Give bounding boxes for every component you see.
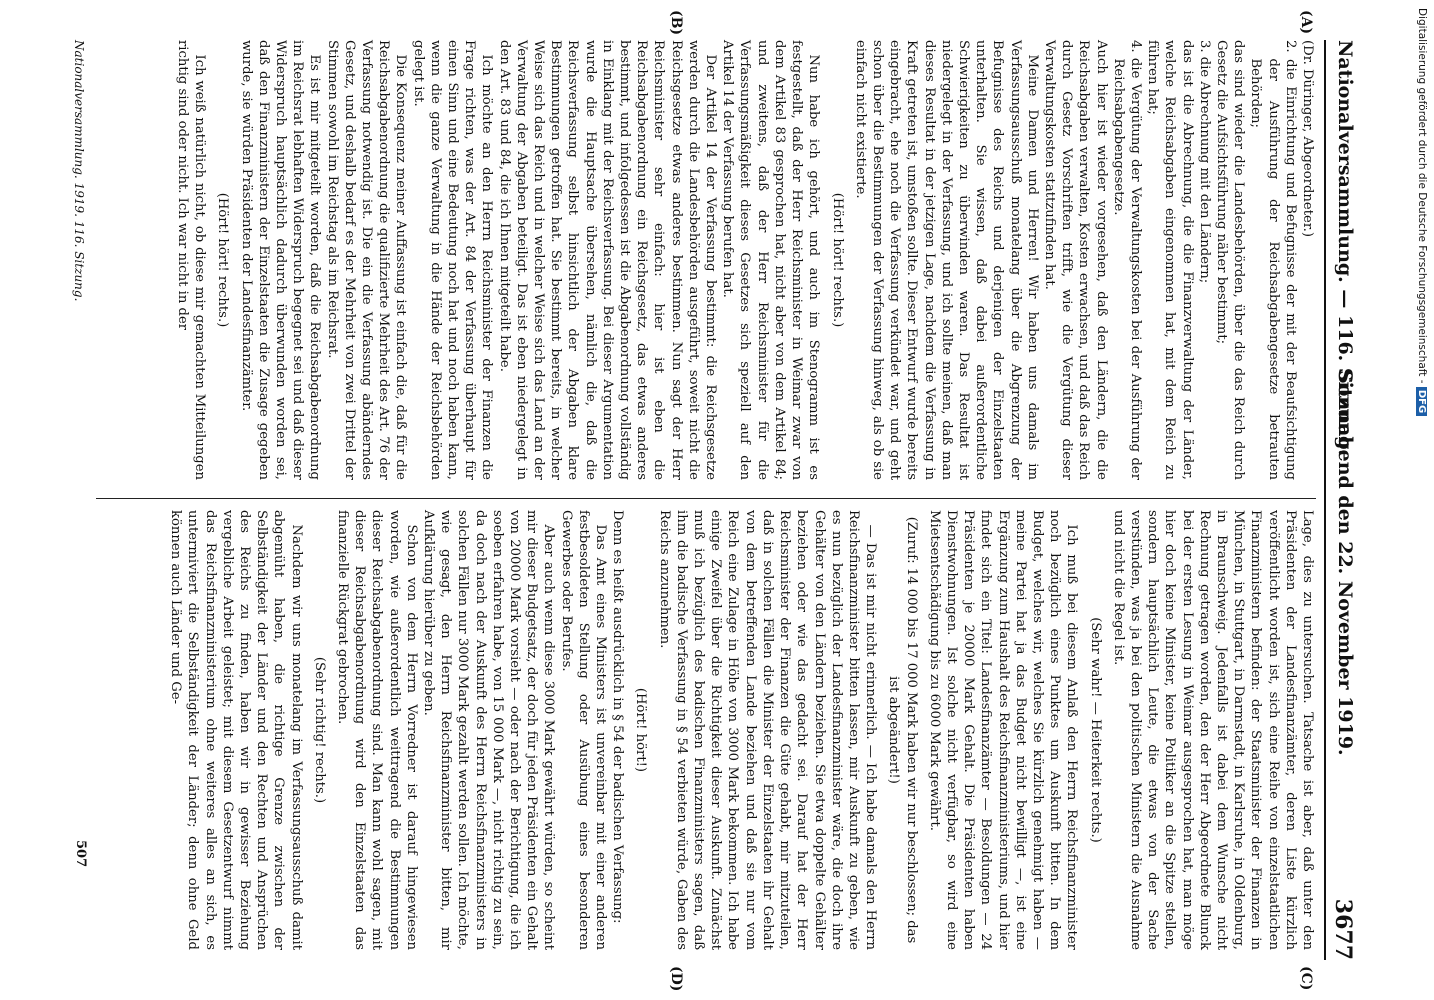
- paragraph: 3. die Abrechnung mit den Ländern;: [1196, 40, 1212, 284]
- footer-line: Nationalversammlung. 1919. 116. Sitzung.: [72, 40, 86, 302]
- interjection: (Sehr richtig! rechts.): [311, 656, 327, 804]
- paragraph: — Das ist mir nicht erinnerlich. — Ich habe damals den Herrn Reichsfinanzminister bitten lassen, mir Auskunft zu geben, wie es nun bezüglich der Landesfinanzminister wäre, die doch ihre Gehälter von den Ländern beziehen. Sie etwa doppelte Gehälter beziehen oder wie das gedacht sei. Darauf hat der Herr Reichsminister der Finanzen die Güte gehabt, mir mitzuteilen, daß in solchen Fällen die Minister der Einzelstaaten ihr Gehalt von dem betreffenden Lande beziehen und daß sie nur vom Reich eine Zulage in Höhe von 3000 Mark bekommen. Ich habe einige Zweifel über die Richtigkeit dieser Auskunft. Zunächst muß ich bezüglich des badischen Finanzministers sagen, daß ihm die badische Verfassung in § 54 verbieten würde, Gaben des Reichs anzunehmen.: [656, 510, 879, 950]
- paragraph: Auch hier ist wieder vorgesehen, daß den Ländern, die die Reichsabgaben verwalten, Kosten erwachsen, und daß das Reich durch Gesetz Vorschriften trifft, wie die Vergütung dieser Verwaltungskosten stattzufinden hat.: [1041, 40, 1109, 480]
- scanned-page: [40, 0, 1400, 1000]
- page-number: 3677: [1330, 898, 1356, 960]
- quotation: Das Amt eines Ministers ist unvereinbar mit einer anderen festbesoldeten Stellung oder Ausübung eines besonderen Gewerbes oder Berufes.: [558, 510, 609, 950]
- paragraph: Ich möchte an den Herrn Reichsminister der Finanzen die Frage richten, was der Art. 84 der Verfassung überhaupt für einen Sinn und eine Bedeutung noch hat und noch haben kann, wenn die ganze Verwaltung in die Hände der Reichsbehörden gelegt ist.: [410, 40, 495, 480]
- interjection: (Hört! hört!): [633, 687, 649, 773]
- left-column: [174, 40, 1316, 480]
- margin-marker-a: (A): [1298, 10, 1314, 35]
- interjection: (Hört! hört! rechts.): [829, 192, 845, 328]
- paragraph: 2. die Einrichtung und Befugnisse der mit der Beaufsichtigung der Ausführung der Reichsabgabengesetze betrauten Behörden;: [1248, 40, 1298, 480]
- paragraph: Meine Damen und Herren! Wir haben uns damals im Verfassungsausschuß monatelang über die Abgrenzung der Befugnisse des Reichs und derjenigen der Einzelstaaten unterhalten. Sie wissen, daß dabei außerordentliche Schwierigkeiten zu überwinden waren. Das Resultat ist niedergelegt in der Verfassung, und ich sollte meinen, daß man dieses Resultat in der jetzigen Lage, nachdem die Verfassung in Kraft getreten ist, umstoßen sollte. Dieser Entwurf wurde bereits eingebracht, ehe noch die Verfassung verkündet war, und geht schon über die Bestimmungen der Verfassung hinweg, als ob sie einfach nicht existierte.: [852, 40, 1040, 480]
- paragraph: Ich muß bei diesem Anlaß den Herrn Reichsfinanzminister noch bezüglich eines Punktes um Auskunft bitten. In dem Budget, welches wir, welches Sie kürzlich genehmigt haben — meine Partei hat ja das Budget nicht bewilligt —, ist eine Ergänzung zum Haushalt des Reichsfinanzministeriums, und hier findet sich ein Titel: Landesfinanzämter — Besoldungen — 24 Präsidenten je 20000 Mark Gehalt. Die Präsidenten haben Dienstwohnungen. Ist solche nicht verfügbar, so wird eine Mietsentschädigung bis zu 6000 Mark gewährt.: [926, 510, 1080, 950]
- paragraph: das sind wieder die Landesbehörden, über die das Reich durch Gesetz die Aufsichtsführung näher bestimmt;: [1213, 40, 1247, 480]
- header-date: Sonnabend den 22. November 1919.: [1334, 370, 1356, 756]
- paragraph: Es ist mir mitgeteilt worden, daß die Reichsabgabenordnung im Reichsrat lebhaften Widerspruch begegnet sei und daß dieser Widerspruch hauptsächlich dadurch überwunden worden sei, daß den Finanzministern der Einzelstaaten die Zusage gegeben wurde, sie würden Präsidenten der Landesfinanzämter.: [238, 40, 323, 480]
- page-header: [1324, 40, 1360, 960]
- paragraph: Nachdem wir uns monatelang im Verfassungsausschuß damit abgemüht haben, die richtige Grenze zwischen der Selbständigkeit der Länder und den Rechten und Ansprüchen des Reichs zu finden, haben wir in gewisser Beziehung vergebliche Arbeit geleistet; mit diesem Gesetzentwurf nimmt das Reichsfinanzministerium ohne weiteres alles an sich, es untermiviert die Selbständigkeit der Länder; denn ohne Geld können auch Länder und Ge-: [168, 510, 304, 950]
- header-title: Nationalversammlung. — 116. Sitzung.: [1334, 40, 1356, 456]
- paragraph: Aber auch wenn diese 3000 Mark gewährt würden, so scheint mir dieser Budgetsatz, der doch für jeden Präsidenten ein Gehalt von 20000 Mark vorsieht — oder nach der Berichtigung, die ich soeben erfahren habe, von 15 000 Mark —, nicht richtig zu sein, da doch nach der Auskunft des Herrn Reichsfinanzministers in solchen Fällen nur 3000 Mark gezahlt werden sollen. Ich möchte, wie gesagt, den Herrn Reichsfinanzminister bitten, mir Aufklärung hierüber zu geben.: [421, 510, 557, 950]
- paragraph: Lage, dies zu untersuchen. Tatsache ist aber, daß unter den Präsidenten der Landesfinanzämter, deren Liste kürzlich veröffentlicht worden ist, sich eine Reihe von einzelstaatlichen Finanzministern befinden: der Staatsminister der Finanzen in München, in Stuttgart, in Darmstadt, in Karlsruhe, in Oldenburg, in Braunschweig. Jedenfalls ist dabei dem Wunsche nicht Rechnung getragen worden, den der Herr Abgeordnete Blunck bei der ersten Lesung in Weimar ausgesprochen hat, man möge hier doch keine Minister, keine Politiker an die Spitze stellen, sondern hauptsächlich Leute, die etwas von der Sache verstünden, was ja bei den politischen Ministern die Ausnahme und nicht die Regel ist.: [1110, 510, 1315, 950]
- footer-page-number: 507: [73, 840, 88, 868]
- paragraph: Nun habe ich gehört, und auch im Stenogramm ist es festgestellt, daß der Herr Reichsminister in Weimar zwar von dem Artikel 83 gesprochen hat, nicht aber von dem Artikel 84; und zweitens, daß der Herr Reichsminister für die Verfassungsmäßigkeit dieses Gesetzes sich speziell auf den Artikel 14 der Verfassung berufen hat.: [720, 40, 822, 480]
- paragraph: Denn es heißt ausdrücklich in § 54 der badischen Verfassung:: [610, 510, 626, 924]
- digitization-text: Digitalisierung gefördert durch die Deutsche Forschungsgemeinschaft -: [1416, 8, 1428, 384]
- margin-marker-d: (D): [668, 966, 684, 992]
- interjection: (Hört! hört! rechts.): [215, 192, 231, 328]
- paragraph: Die Konsequenz meiner Auffassung ist einfach die, daß für die Reichsabgabenordnung die qualifizierte Mehrheit des Art. 76 der Verfassung notwendig ist. Die ein die Verfassung abänderndes Gesetz, und deshalb bedarf es der Mehrheit von zwei Drittel der Stimmen sowohl im Reichstag als im Reichsrat.: [324, 40, 409, 480]
- column-divider: [96, 498, 1316, 499]
- margin-marker-b: (B): [668, 10, 684, 36]
- paragraph: (Dr. Düringer, Abgeordneter.): [1300, 40, 1315, 238]
- interjection: (Sehr wahr! — Heiterkeit rechts.): [1087, 617, 1103, 843]
- interjection: (Zuruf: 14 000 bis 17 000 Mark haben wir nur beschlossen; das ist abgeändert!): [886, 516, 919, 944]
- paragraph: Der Artikel 14 der Verfassung bestimmt: die Reichsgesetze werden durch die Landesbehörden ausgeführt, soweit nicht die Reichsgesetze etwas anderes bestimmen. Nun sagt der Herr Reichsminister sehr einfach: hier ist eben die Reichsabgabenordnung ein Reichsgesetz, das etwas anderes bestimmt, und infolgedessen ist die Abgabenordnung vollständig in Einklang mit der Reichsverfassung. Bei dieser Argumentation wurde die Hauptsache übersehen, nämlich die, daß die Reichsverfassung selbst hinsichtlich der Abgaben klare Bestimmungen getroffen hat. Sie bestimmt bereits, in welcher Weise sich das Reich und in welcher Weise sich das Land an der Verwaltung der Abgaben beteiligt. Das ist eben niedergelegt in den Art. 83 und 84, die ich Ihnen mitgeteilt habe.: [496, 40, 719, 480]
- dfg-logo: DFG: [1416, 387, 1427, 416]
- paragraph: Ich weiß natürlich nicht, ob diese mir gemachten Mitteilungen richtig sind oder nicht. Ich war nicht in der: [175, 40, 208, 480]
- right-column: [167, 510, 1316, 950]
- document-page: [40, 0, 1400, 1000]
- paragraph: 4. die Vergütung der Verwaltungskosten bei der Ausführung der Reichsabgabengesetze.: [1110, 40, 1143, 480]
- digitization-note: [1406, 0, 1430, 1000]
- margin-marker-c: (C): [1298, 966, 1314, 991]
- paragraph: das ist die Abrechnung, die die Finanzverwaltung der Länder, welche Reichsabgaben eingenommen hat, mit dem Reich zu führen hat;: [1145, 40, 1195, 480]
- paragraph: Schon von dem Herrn Vorredner ist darauf hingewiesen worden, wie außerordentlich weittragend die Bestimmungen dieser Reichsabgabenordnung sind. Man kann wohl sagen, mit dieser Reichsabgabenordnung wird den Einzelstaaten das finanzielle Rückgrat gebrochen.: [335, 510, 419, 950]
